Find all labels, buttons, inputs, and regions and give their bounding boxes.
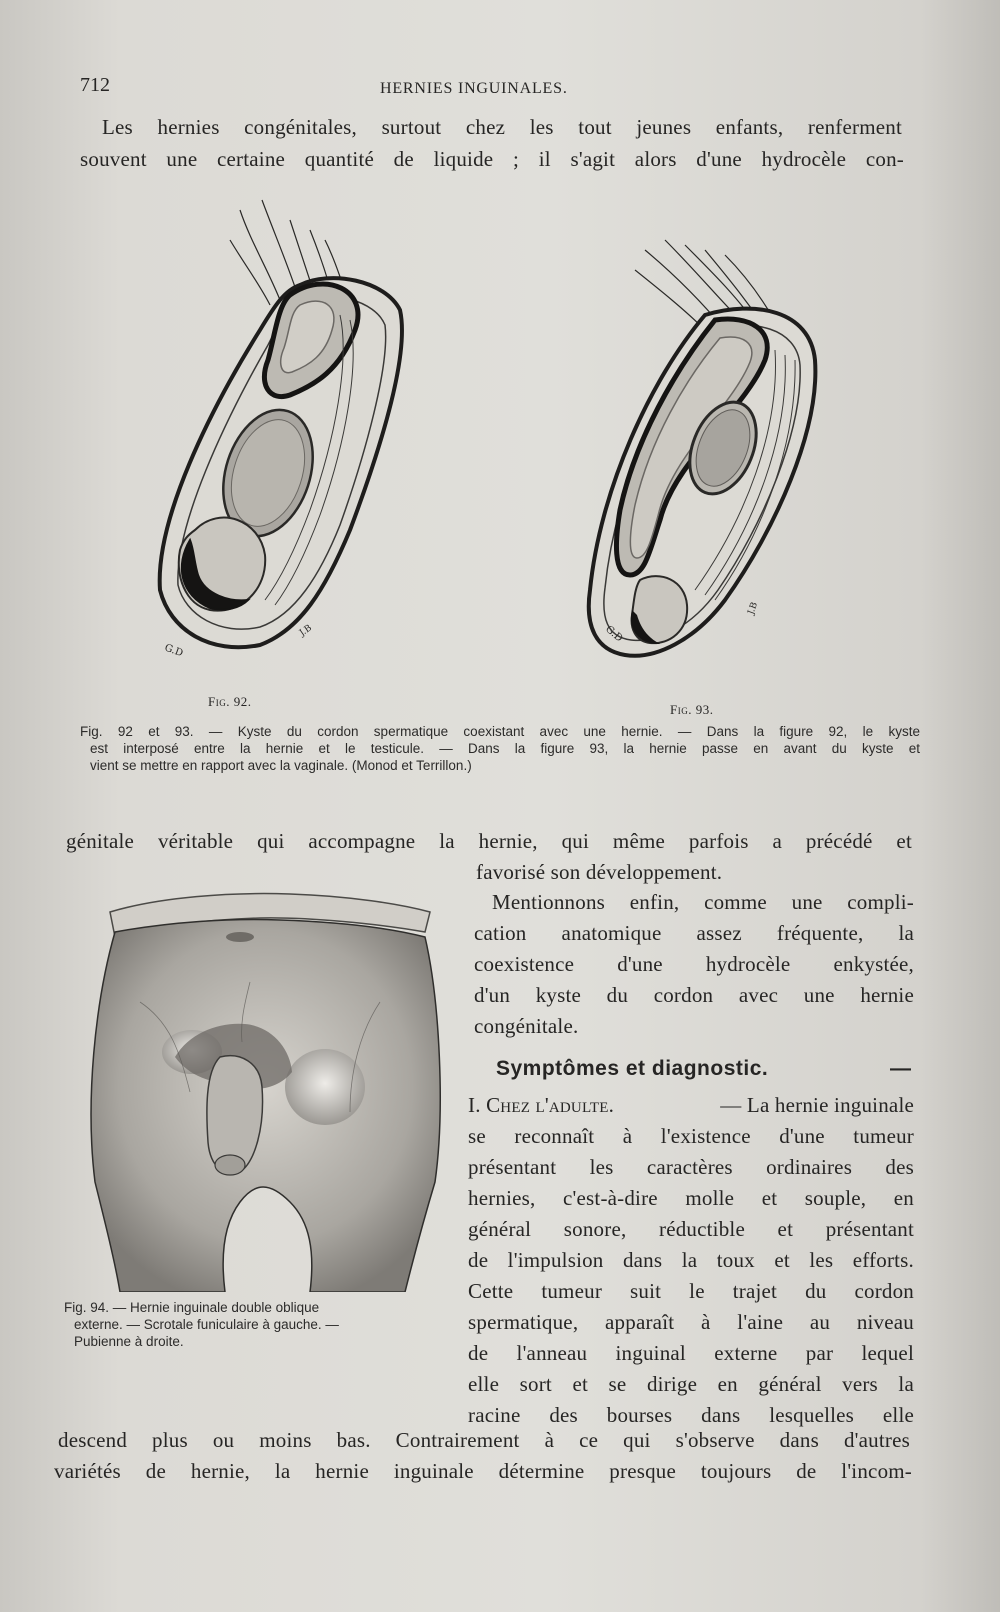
paragraph-line [468, 1090, 914, 1121]
signature: G.D [603, 623, 625, 645]
page-number: 712 [80, 74, 110, 96]
paragraph-line: hernies, c'est-à-dire molle et souple, en [468, 1186, 914, 1210]
figure-94-illustration [80, 882, 450, 1292]
section-heading-dash: — [890, 1057, 912, 1080]
figure-94-caption-line: Pubienne à droite. [74, 1334, 184, 1349]
figure-93-illustration [575, 230, 845, 680]
paragraph-line: Mentionnons enfin, comme une compli- [492, 890, 914, 914]
running-title: HERNIES INGUINALES. [380, 80, 568, 97]
paragraph-line: descend plus ou moins bas. Contrairement à ce qui s'observe dans d'autres [58, 1428, 910, 1452]
figure-92-illustration [150, 190, 430, 670]
paragraph-line: de l'impulsion dans la toux et les efforts. [468, 1248, 914, 1272]
paragraph-line: spermatique, apparaît à l'aine au niveau [468, 1310, 914, 1334]
figure-94-caption-line: externe. — Scrotale funiculaire à gauche. — [74, 1317, 339, 1332]
paragraph-line: de l'anneau inguinal externe par lequel [468, 1341, 914, 1365]
paragraph-line: présentant les caractères ordinaires des [468, 1155, 914, 1179]
figure-caption-line: est interposé entre la hernie et le testicule. — Dans la figure 93, la hernie passe en avant du kyste et [90, 741, 920, 756]
figure-94-caption-line: Fig. 94. — Hernie inguinale double oblique [64, 1300, 320, 1315]
signature: J.B [746, 600, 761, 617]
paragraph-line: congénitale. [474, 1014, 579, 1038]
paragraph-line: favorisé son développement. [476, 860, 723, 884]
paragraph-line: Les hernies congénitales, surtout chez les tout jeunes enfants, renferment [102, 115, 902, 139]
signature: J.B [297, 623, 314, 639]
paragraph-fragment: — La hernie inguinale [720, 1093, 914, 1117]
figure-92-label: Fig. 92. [208, 694, 252, 709]
paragraph-line: général sonore, réductible et présentant [468, 1217, 914, 1241]
figure-93-label: Fig. 93. [670, 702, 714, 717]
figure-caption-line: Fig. 92 et 93. — Kyste du cordon spermatique coexistant avec une hernie. — Dans la figure 92, le kyste [80, 724, 920, 739]
paragraph-line: racine des bourses dans lesquelles elle [468, 1403, 914, 1427]
paragraph-line: coexistence d'une hydrocèle enkystée, [474, 952, 914, 976]
subsection-label: I. Chez l'adulte. [468, 1093, 615, 1117]
paragraph-line: cation anatomique assez fréquente, la [474, 921, 914, 945]
paragraph-line: d'un kyste du cordon avec une hernie [474, 983, 914, 1007]
paragraph-line: se reconnaît à l'existence d'une tumeur [468, 1124, 914, 1148]
paragraph-line: elle sort et se dirige en général vers la [468, 1372, 914, 1396]
paragraph-line: génitale véritable qui accompagne la hernie, qui même parfois a précédé et [66, 829, 912, 853]
paragraph-line: Cette tumeur suit le trajet du cordon [468, 1279, 914, 1303]
figure-caption-line: vient se mettre en rapport avec la vaginale. (Monod et Terrillon.) [90, 758, 472, 773]
signature: G.D [162, 642, 185, 660]
paragraph-line: variétés de hernie, la hernie inguinale détermine presque toujours de l'incom- [54, 1459, 912, 1483]
section-heading: Symptômes et diagnostic. [496, 1057, 769, 1080]
paragraph-line: souvent une certaine quantité de liquide ; il s'agit alors d'une hydrocèle con- [80, 147, 904, 171]
